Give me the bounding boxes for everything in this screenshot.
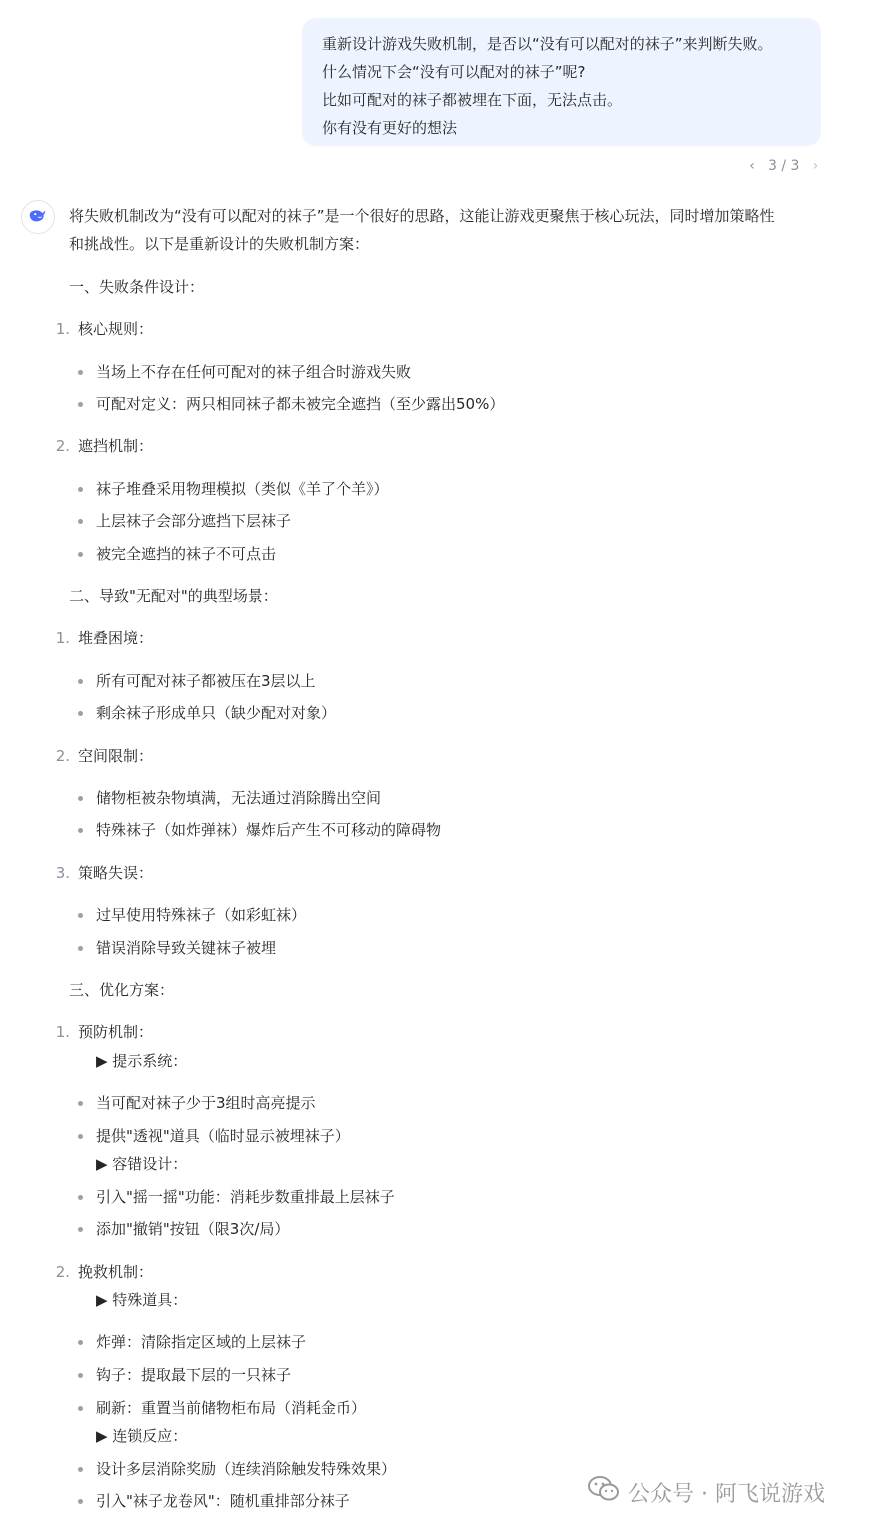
assistant-avatar [21,200,55,234]
list-item [78,1091,316,1115]
list-item-text: 储物柜被杂物填满，无法通过消除腾出空间 [96,789,382,807]
pager-count: 3 / 3 [768,158,800,174]
intro-line: 将失败机制改为“没有可以配对的袜子”是一个很好的思路，这能让游戏更聚焦于核心玩法，同时增加策略性 [69,207,775,225]
bullet-dot [78,1467,83,1472]
user-message-line: 重新设计游戏失败机制，是否以“没有可以配对的袜子”来判断失败。 [322,35,773,53]
bullet-dot [78,679,83,684]
list-item [78,1457,396,1481]
list-number: 1. [55,1023,70,1041]
bullet-dot [78,552,83,557]
chevron-left-icon[interactable]: ‹ [749,158,755,174]
numbered-item [52,434,153,458]
list-item [78,903,306,927]
bullet-dot [78,402,83,407]
bullet-dot [78,711,83,716]
numbered-item-label: 挽救机制： [78,1263,154,1281]
numbered-item [52,317,153,341]
user-message-line: 你有没有更好的想法 [322,119,458,137]
list-item-text: 过早使用特殊袜子（如彩虹袜） [96,906,307,924]
list-item [78,1185,395,1209]
numbered-item-label: 核心规则： [78,320,154,338]
sub-heading: ▶ 连锁反应： [96,1427,188,1445]
list-item [78,1489,350,1513]
list-item-text: 设计多层消除奖励（连续消除触发特殊效果） [96,1460,397,1478]
sub-heading: ▶ 提示系统： [96,1052,188,1070]
bullet-dot [78,1227,83,1232]
list-item-text: 引入"袜子龙卷风"：随机重排部分袜子 [96,1492,350,1510]
list-item-text: 刷新：重置当前储物柜布局（消耗金币） [96,1399,367,1417]
list-number: 1. [55,629,70,647]
user-message-line: 什么情况下会“没有可以配对的袜子”呢? [322,63,586,81]
list-item [78,669,316,693]
list-number: 2. [55,747,70,765]
list-item-text: 所有可配对袜子都被压在3层以上 [96,672,316,690]
list-number: 2. [55,1263,70,1281]
bullet-dot [78,913,83,918]
list-item [78,542,276,566]
list-item [78,509,291,533]
numbered-item-label: 策略失误： [78,864,154,882]
list-item [78,1363,291,1387]
list-item [78,701,336,725]
numbered-item [52,1020,153,1044]
list-item [78,1396,366,1420]
list-item [78,1217,289,1241]
numbered-item [52,1260,153,1284]
wechat-icon [588,1475,620,1509]
list-item [78,818,441,842]
numbered-item-label: 堆叠困境： [78,629,154,647]
bullet-dot [78,946,83,951]
bullet-dot [78,1373,83,1378]
list-item-text: 当场上不存在任何可配对的袜子组合时游戏失败 [96,363,412,381]
section-heading: 二、导致"无配对"的典型场景： [69,587,278,605]
bullet-dot [78,1195,83,1200]
user-message-bubble [302,18,821,146]
section-heading: 三、优化方案： [69,981,175,999]
list-item [78,360,411,384]
numbered-item [52,744,153,768]
list-number: 2. [55,437,70,455]
list-item-text: 钩子：提取最下层的一只袜子 [96,1366,292,1384]
numbered-item-label: 遮挡机制： [78,437,154,455]
list-item [78,477,389,501]
user-message-line: 比如可配对的袜子都被埋在下面，无法点击。 [322,91,623,109]
numbered-item-label: 空间限制： [78,747,154,765]
list-item [78,392,504,416]
whale-icon [27,204,49,230]
numbered-item [52,626,153,650]
bullet-dot [78,828,83,833]
bullet-dot [78,1101,83,1106]
bullet-dot [78,796,83,801]
sub-heading: ▶ 容错设计： [96,1155,188,1173]
bullet-dot [78,1499,83,1504]
bullet-dot [78,1134,83,1139]
bullet-dot [78,519,83,524]
bullet-dot [78,370,83,375]
watermark-text: 公众号 · 阿飞说游戏 [628,1481,825,1507]
list-item [78,786,381,810]
list-number: 3. [55,864,70,882]
intro-line: 和挑战性。以下是重新设计的失败机制方案： [69,235,370,253]
numbered-item-label: 预防机制： [78,1023,154,1041]
list-item-text: 当可配对袜子少于3组时高亮提示 [96,1094,316,1112]
list-item-text: 错误消除导致关键袜子被埋 [96,939,277,957]
list-item-text: 特殊袜子（如炸弹袜）爆炸后产生不可移动的障碍物 [96,821,442,839]
bullet-dot [78,1340,83,1345]
section-heading: 一、失败条件设计： [69,278,205,296]
list-item [78,1124,350,1148]
sub-heading: ▶ 特殊道具： [96,1291,188,1309]
list-item-text: 剩余袜子形成单只（缺少配对对象） [96,704,337,722]
list-item-text: 上层袜子会部分遮挡下层袜子 [96,512,292,530]
list-item-text: 被完全遮挡的袜子不可点击 [96,545,277,563]
list-item-text: 引入"摇一摇"功能：消耗步数重排最上层袜子 [96,1188,395,1206]
list-item [78,1330,306,1354]
list-item-text: 添加"撤销"按钮（限3次/局） [96,1220,290,1238]
list-item-text: 可配对定义：两只相同袜子都未被完全遮挡（至少露出50%） [96,395,505,413]
bullet-dot [78,487,83,492]
response-pager [744,154,823,178]
chevron-right-icon[interactable]: › [812,158,819,174]
list-item-text: 袜子堆叠采用物理模拟（类似《羊了个羊》） [96,480,389,498]
numbered-item [52,861,153,885]
list-item [78,936,276,960]
watermark [588,1474,825,1510]
list-number: 1. [55,320,70,338]
bullet-dot [78,1406,83,1411]
list-item-text: 炸弹：清除指定区域的上层袜子 [96,1333,307,1351]
list-item-text: 提供"透视"道具（临时显示被埋袜子） [96,1127,350,1145]
